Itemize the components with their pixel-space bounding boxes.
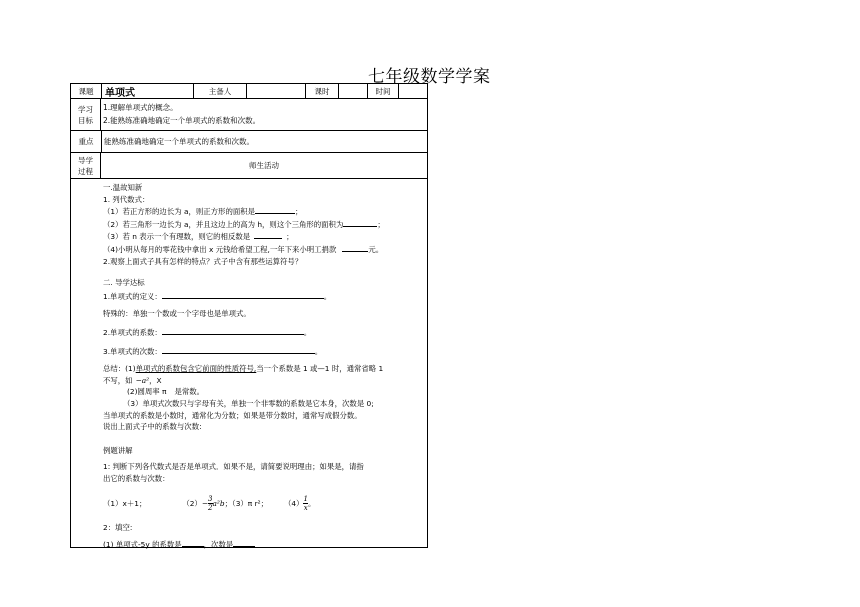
lesson-plan-table: [70, 83, 428, 548]
observe-question: 2.观察上面式子具有怎样的特点？式子中含有那些运算符号？: [103, 256, 303, 266]
key-point-text: 能熟练准确地确定一个单项式的系数和次数。: [104, 137, 254, 146]
period-value[interactable]: [339, 84, 368, 98]
item1: 1. 列代数式：: [103, 194, 150, 204]
key-point-row: [71, 131, 427, 153]
answer-blank[interactable]: [343, 218, 377, 227]
definition-line: 1.单项式的定义： 。: [103, 291, 332, 301]
question-1: （1）若正方形的边长为 a，则正方形的面积是 ；: [103, 207, 303, 217]
section2-title: 二. 导学达标: [103, 278, 145, 288]
rule-5: 说出上面式子中的系数与次数:: [103, 422, 202, 432]
question-3: （3）若 n 表示一个有理数，则它的相反数是 ；: [103, 232, 294, 242]
degree-line: 3.单项式的次数： 。: [103, 346, 323, 356]
underlined-rule: 单项式的系数包含它前面的性质符号,: [135, 364, 257, 374]
preparer-label: 主备人: [194, 84, 247, 98]
math-expression: −a²: [135, 375, 150, 385]
answer-blank[interactable]: [162, 290, 324, 299]
answer-blank[interactable]: [254, 230, 282, 239]
answer-blank[interactable]: [182, 538, 204, 547]
fill-title: 2：填空:: [103, 523, 133, 533]
time-value[interactable]: [399, 84, 427, 98]
period-label: 课时: [306, 84, 339, 98]
topic-value: 单项式: [102, 84, 194, 98]
example-options: （1）x＋1； （2） − $\frac{3}{2}$ a²b ；（3）π r²； （4） $\frac{1}{x}$ 。: [103, 494, 316, 512]
answer-blank[interactable]: [255, 205, 295, 214]
question-4: （4)小明从每月的零花钱中拿出 x 元钱给希望工程,一年下来小明工捐款 元。: [103, 244, 384, 254]
preparer-value[interactable]: [247, 84, 306, 98]
goals-row: [71, 99, 427, 131]
rule-4: 当单项式的系数是小数时，通常化为分数；如果是带分数时，通常写成假分数。: [103, 410, 362, 420]
topic-label: 课题: [71, 84, 102, 98]
answer-blank[interactable]: [342, 243, 368, 252]
summary-line-2: 不写，如 −a²，X: [103, 375, 162, 385]
header-row: [71, 84, 427, 99]
section1-title: 一.温故知新: [103, 183, 143, 192]
key-point-label: 重点: [71, 131, 102, 152]
option-3: ；（3）π r²；: [224, 498, 268, 508]
goal-item-2: 2.能熟练准确地确定一个单项式的系数和次数。: [103, 116, 261, 125]
answer-blank[interactable]: [233, 538, 255, 547]
title-first-char: 七: [368, 67, 386, 87]
answer-blank[interactable]: [162, 345, 315, 354]
activities-body: [71, 179, 427, 550]
process-row: [71, 153, 427, 179]
answer-blank[interactable]: [162, 326, 304, 335]
rule-3: （3）单项式次数只与字母有关，单独一个非零数的系数是它本身，次数是 0;: [123, 398, 374, 408]
fraction-3-2: $\frac{3}{2}$: [208, 494, 213, 512]
pi-line: (2)圆周率 π 是常数。: [127, 387, 205, 397]
fraction-1-x: $\frac{1}{x}$: [303, 494, 308, 512]
activities-header: 师生活动: [249, 161, 279, 170]
math-expression: a²b: [212, 498, 225, 508]
fill-question-1: (1) 单项式-5y 的系数是 ，次数是: [103, 538, 427, 551]
title-rest: 年级数学学案: [385, 67, 491, 87]
process-label: 导学过程: [71, 153, 101, 178]
examples-title: 例题讲解: [103, 445, 133, 455]
summary-line-1: 总结：(1)单项式的系数包含它前面的性质符号,当一个系数是 1 或—1 时，通常省略 1: [103, 364, 384, 374]
example-1-line-1: 1: 判断下列各代数式是否是单项式．如果不是，请简要说明理由；如果是，请指: [103, 462, 364, 472]
goals-label: 学习目标: [71, 99, 101, 130]
example-1-line-2: 出它的系数与次数：: [103, 473, 170, 483]
question-2: （2）若三角形一边长为 a，并且这边上的高为 h，则这个三角形的面积为 ；: [103, 219, 385, 229]
time-label: 时间: [368, 84, 399, 98]
coefficient-line: 2.单项式的系数： 。: [103, 327, 312, 337]
body-row: [71, 179, 427, 550]
goal-item-1: 1.理解单项式的概念。: [103, 103, 178, 112]
option-1: （1）x＋1；: [103, 498, 147, 508]
special-note: 特殊的：单独一个数或一个字母也是单项式。: [103, 309, 251, 319]
